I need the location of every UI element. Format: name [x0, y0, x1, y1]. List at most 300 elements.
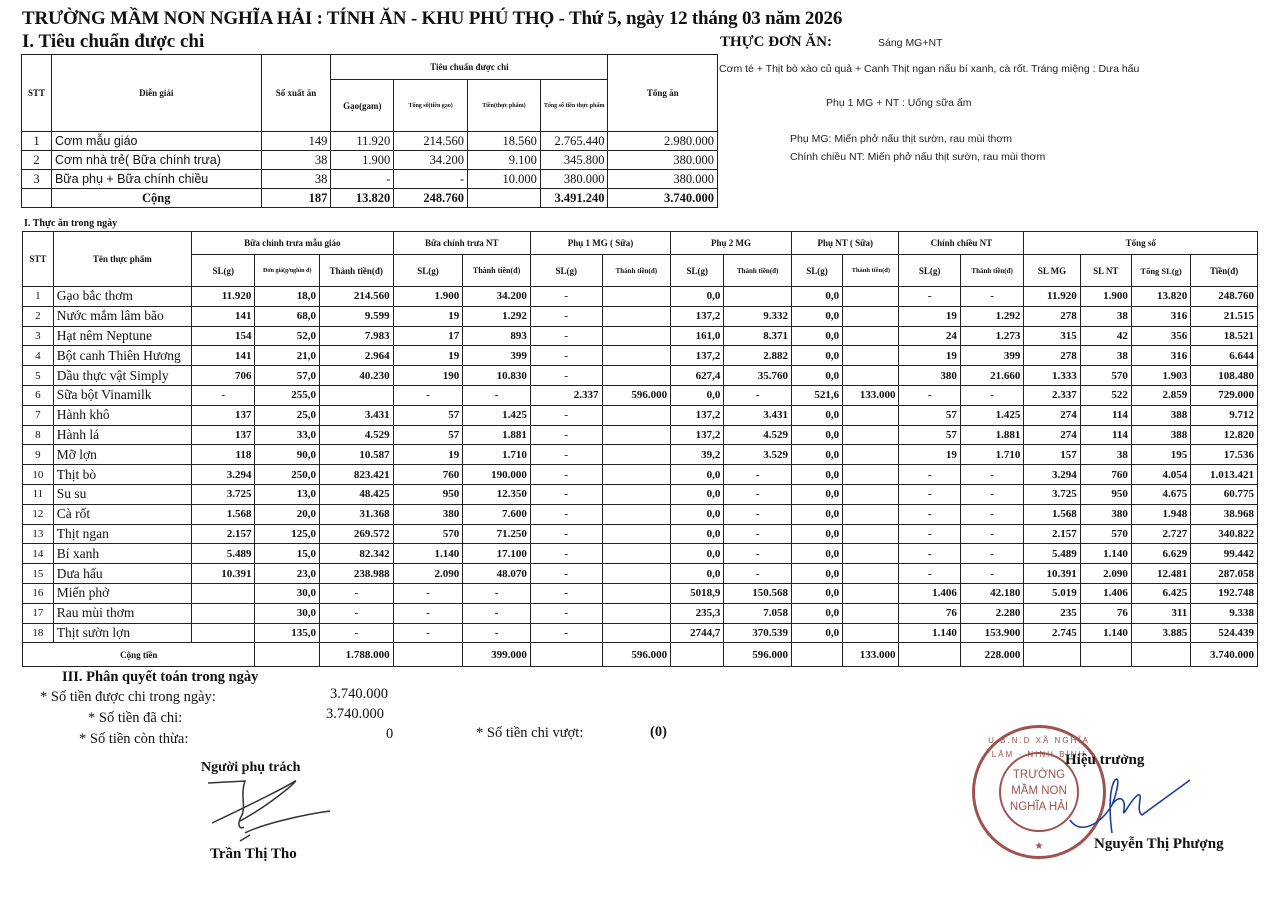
- table-cell-total-money: 729.000: [1191, 385, 1258, 405]
- table-cell-mg-unit-price: 135,0: [255, 623, 320, 643]
- table-cell-snack1-amount: [602, 405, 671, 425]
- table-cell-snack1-amount: [602, 445, 671, 465]
- table-cell-nt-sl: 570: [393, 524, 463, 544]
- table-cell-mg-sl: 3.725: [191, 484, 254, 504]
- table-cell-snack-nt-sl: 0,0: [791, 504, 842, 524]
- table-cell-name: Hạt nêm Neptune: [53, 326, 191, 346]
- table-cell-stt: 2: [23, 306, 54, 326]
- table-cell-mg-sl: 141: [191, 346, 254, 366]
- table-cell-nt-amount: 399: [463, 346, 531, 366]
- table-cell-nt-sl: 2.090: [393, 564, 463, 584]
- table-cell-snack2-sl: 0,0: [671, 544, 724, 564]
- standards-table: [21, 54, 718, 208]
- table-cell-stt: 15: [23, 564, 54, 584]
- table-cell-snack-nt-amount: [843, 346, 899, 366]
- table-cell-stt: 8: [23, 425, 54, 445]
- table-cell-mg-amount: 10.587: [319, 445, 393, 465]
- sum-total: 3.740.000: [1191, 643, 1258, 667]
- table-cell-dinner-amount: -: [960, 504, 1023, 524]
- table-cell-snack1-amount: 596.000: [602, 385, 671, 405]
- table-cell-mg-unit-price: 33,0: [255, 425, 320, 445]
- table-cell-mg-sl: 118: [191, 445, 254, 465]
- right-signature-icon: [1060, 765, 1200, 840]
- table-cell-mg-amount: 214.560: [319, 287, 393, 307]
- table-cell-total-sl: 311: [1131, 603, 1190, 623]
- table-cell-mg-unit-price: 57,0: [255, 366, 320, 386]
- table-cell-total-sl-nt: 114: [1080, 405, 1131, 425]
- header-sl: SL(g): [393, 255, 463, 287]
- header-sl: SL(g): [191, 255, 254, 287]
- table-cell-stt: 1: [22, 132, 52, 151]
- table-cell-mg-unit-price: 30,0: [255, 603, 320, 623]
- table-cell-mg-amount: [319, 385, 393, 405]
- table-cell-total-money: 524.439: [1191, 623, 1258, 643]
- sum-food-money: [468, 189, 541, 208]
- table-cell-nt-amount: -: [463, 603, 531, 623]
- sum-total: 3.740.000: [608, 189, 718, 208]
- table-cell-snack-nt-sl: 0,0: [791, 306, 842, 326]
- empty-cell: [671, 643, 724, 667]
- header-group-snack2-mg: Phụ 2 MG: [671, 232, 792, 255]
- table-cell-rice-g: -: [331, 170, 394, 189]
- table-cell-dinner-amount: -: [960, 287, 1023, 307]
- table-cell-dinner-amount: 42.180: [960, 583, 1023, 603]
- table-cell-snack-nt-sl: 0,0: [791, 465, 842, 485]
- table-cell-snack-nt-sl: 0,0: [791, 564, 842, 584]
- table-cell-desc: Cơm mẫu giáo: [51, 132, 261, 151]
- table-cell-nt-sl: 19: [393, 306, 463, 326]
- table-cell-mg-amount: 823.421: [319, 465, 393, 485]
- table-cell-snack2-amount: 8.371: [724, 326, 792, 346]
- table-cell-dinner-amount: -: [960, 564, 1023, 584]
- table-cell-mg-unit-price: 23,0: [255, 564, 320, 584]
- table-cell-mg-unit-price: 125,0: [255, 524, 320, 544]
- table-cell-total-sl-nt: 570: [1080, 366, 1131, 386]
- table-cell-snack1-sl: -: [530, 425, 602, 445]
- table-cell-snack2-sl: 0,0: [671, 504, 724, 524]
- table-cell-total-sl: 4.675: [1131, 484, 1190, 504]
- table-cell-dinner-amount: -: [960, 465, 1023, 485]
- header-group-total: Tổng số: [1024, 232, 1258, 255]
- table-cell-snack1-amount: [602, 287, 671, 307]
- table-cell-food-money: 10.000: [468, 170, 541, 189]
- table-cell-dinner-amount: 153.900: [960, 623, 1023, 643]
- remain-label: * Số tiền còn thừa:: [79, 731, 189, 747]
- table-cell-total-money: 6.644: [1191, 346, 1258, 366]
- table-cell-total-sl: 13.820: [1131, 287, 1190, 307]
- menu-line-2: Phụ 1 MG + NT : Uống sữa ấm: [826, 97, 972, 109]
- table-row: [23, 484, 1258, 504]
- table-cell-dinner-amount: 1.425: [960, 405, 1023, 425]
- sum-portions: 187: [261, 189, 331, 208]
- table-cell-mg-sl: [191, 583, 254, 603]
- table-row: [23, 425, 1258, 445]
- table-cell-total-sl-nt: 76: [1080, 603, 1131, 623]
- table-cell-snack2-amount: 370.539: [724, 623, 792, 643]
- table-cell-snack1-sl: -: [530, 623, 602, 643]
- table-cell-total-sl: 388: [1131, 425, 1190, 445]
- table-cell-stt: 12: [23, 504, 54, 524]
- table-cell-rice-money: -: [394, 170, 468, 189]
- header-amount: Thành tiền(đ): [843, 255, 899, 287]
- header-stt: STT: [23, 232, 54, 287]
- table-cell-mg-sl: 10.391: [191, 564, 254, 584]
- table-cell-nt-amount: 7.600: [463, 504, 531, 524]
- table-cell-stt: 13: [23, 524, 54, 544]
- table-cell-snack1-sl: -: [530, 445, 602, 465]
- table-cell-nt-sl: 19: [393, 346, 463, 366]
- table-cell-total-sl-mg: 274: [1024, 405, 1080, 425]
- table-cell-total-sl: 12.481: [1131, 564, 1190, 584]
- table-cell-snack2-sl: 137,2: [671, 306, 724, 326]
- table-cell-snack2-amount: 35.760: [724, 366, 792, 386]
- table-row: [22, 151, 718, 170]
- table-cell-snack2-sl: 0,0: [671, 287, 724, 307]
- table-cell-dinner-sl: -: [899, 385, 960, 405]
- table-cell-mg-sl: [191, 603, 254, 623]
- table-cell-nt-amount: 48.070: [463, 564, 531, 584]
- header-rice-money: Tổng số(tiền gạo): [394, 80, 468, 132]
- table-cell-nt-amount: 1.292: [463, 306, 531, 326]
- table-cell-total-sl-nt: 1.406: [1080, 583, 1131, 603]
- table-cell-dinner-sl: 57: [899, 425, 960, 445]
- table-cell-snack-nt-sl: 0,0: [791, 405, 842, 425]
- table-cell-name: Thịt sườn lợn: [53, 623, 191, 643]
- table-cell-snack2-sl: 627,4: [671, 366, 724, 386]
- table-cell-name: Bí xanh: [53, 544, 191, 564]
- section-2-heading: I. Thực ăn trong ngày: [24, 218, 118, 229]
- table-cell-snack1-amount: [602, 465, 671, 485]
- table-cell-nt-amount: -: [463, 385, 531, 405]
- empty-cell: [1080, 643, 1131, 667]
- sum-label: Cộng: [51, 189, 261, 208]
- table-cell-dinner-sl: 19: [899, 346, 960, 366]
- table-cell-total-sl: 6.629: [1131, 544, 1190, 564]
- table-cell-mg-amount: 9.599: [319, 306, 393, 326]
- table-cell-name: Hành lá: [53, 425, 191, 445]
- table-cell-snack2-sl: 137,2: [671, 346, 724, 366]
- table-cell-nt-amount: 17.100: [463, 544, 531, 564]
- table-cell-name: Nước mắm lâm bão: [53, 306, 191, 326]
- table-cell-name: Thịt bò: [53, 465, 191, 485]
- stamp-line-2: MẦM NON: [1011, 785, 1067, 797]
- table-cell-snack2-sl: 39,2: [671, 445, 724, 465]
- table-cell-snack2-amount: [724, 287, 792, 307]
- menu-line-4: Chính chiều NT: Miến phở nấu thịt sườn, rau mùi thơm: [790, 151, 1046, 163]
- table-cell-snack1-amount: [602, 524, 671, 544]
- sum-nt-lunch: 399.000: [463, 643, 531, 667]
- table-cell-total-money: 38.968: [1191, 504, 1258, 524]
- table-row: [23, 524, 1258, 544]
- table-cell-total-sl-nt: 38: [1080, 346, 1131, 366]
- table-cell-snack-nt-amount: [843, 425, 899, 445]
- header-sl: SL(g): [899, 255, 960, 287]
- table-cell-snack-nt-sl: 0,0: [791, 603, 842, 623]
- section-1-heading: I. Tiêu chuẩn được chi: [22, 31, 205, 52]
- stamp-ring-text: U.B.N.D XÃ NGHĨA LÂM · NINH BÌNH: [988, 736, 1090, 759]
- table-cell-rice-money: 34.200: [394, 151, 468, 170]
- table-cell-dinner-sl: 19: [899, 445, 960, 465]
- table-row: [22, 132, 718, 151]
- table-cell-name: Bột canh Thiên Hương: [53, 346, 191, 366]
- table-cell-nt-sl: 1.140: [393, 544, 463, 564]
- table-cell-snack2-sl: 137,2: [671, 405, 724, 425]
- empty-cell: [530, 643, 602, 667]
- table-cell-snack1-sl: -: [530, 465, 602, 485]
- table-cell-nt-amount: 1.710: [463, 445, 531, 465]
- table-cell-nt-sl: -: [393, 603, 463, 623]
- table-cell-snack-nt-amount: [843, 484, 899, 504]
- table-cell-mg-sl: 11.920: [191, 287, 254, 307]
- table-cell-nt-amount: 1.881: [463, 425, 531, 445]
- table-cell-snack-nt-sl: 0,0: [791, 484, 842, 504]
- table-cell-snack1-sl: -: [530, 583, 602, 603]
- table-cell-snack-nt-sl: 0,0: [791, 326, 842, 346]
- table-cell-total-sl: 3.885: [1131, 623, 1190, 643]
- table-cell-total-money: 9.712: [1191, 405, 1258, 425]
- table-cell-total-sl-mg: 1.568: [1024, 504, 1080, 524]
- table-row: [23, 564, 1258, 584]
- table-cell-nt-sl: -: [393, 623, 463, 643]
- table-cell-total-sl: 1.948: [1131, 504, 1190, 524]
- table-cell-mg-unit-price: 90,0: [255, 445, 320, 465]
- table-cell-mg-sl: 706: [191, 366, 254, 386]
- table-cell-snack2-amount: 9.332: [724, 306, 792, 326]
- table-cell-snack1-sl: -: [530, 544, 602, 564]
- table-cell-mg-unit-price: 52,0: [255, 326, 320, 346]
- menu-line-1: Cơm té + Thịt bò xào củ quả + Canh Thịt ngan nấu bí xanh, cà rốt. Tráng miệng : Dưa hấu: [719, 63, 1140, 75]
- table-cell-mg-unit-price: 25,0: [255, 405, 320, 425]
- table-cell-total-sl: 1.903: [1131, 366, 1190, 386]
- table-cell-nt-sl: 17: [393, 326, 463, 346]
- table-row: [23, 405, 1258, 425]
- table-row: [23, 583, 1258, 603]
- table-cell-mg-amount: -: [319, 603, 393, 623]
- header-total: Tổng ăn: [608, 55, 718, 132]
- table-cell-mg-sl: -: [191, 385, 254, 405]
- table-cell-snack1-sl: -: [530, 287, 602, 307]
- table-cell-mg-sl: 3.294: [191, 465, 254, 485]
- table-cell-snack1-sl: -: [530, 326, 602, 346]
- table-cell-nt-amount: 34.200: [463, 287, 531, 307]
- table-cell-mg-sl: 2.157: [191, 524, 254, 544]
- table-cell-total-sl-mg: 2.337: [1024, 385, 1080, 405]
- table-cell-snack1-amount: [602, 603, 671, 623]
- table-cell-snack1-sl: -: [530, 524, 602, 544]
- table-cell-food-total: 380.000: [540, 170, 608, 189]
- table-cell-snack1-sl: 2.337: [530, 385, 602, 405]
- table-cell-nt-amount: 71.250: [463, 524, 531, 544]
- table-cell-snack-nt-sl: 0,0: [791, 425, 842, 445]
- table-row: [23, 465, 1258, 485]
- header-amount: Thành tiền(đ): [463, 255, 531, 287]
- table-cell-snack-nt-sl: 0,0: [791, 583, 842, 603]
- header-food-money: Tiền(thực phẩm): [468, 80, 541, 132]
- table-cell-mg-amount: -: [319, 583, 393, 603]
- table-cell-snack-nt-sl: 0,0: [791, 287, 842, 307]
- table-cell-dinner-amount: 399: [960, 346, 1023, 366]
- table-cell-total-money: 12.820: [1191, 425, 1258, 445]
- table-cell-mg-unit-price: 15,0: [255, 544, 320, 564]
- empty-cell: [1024, 643, 1080, 667]
- table-cell-snack1-amount: [602, 346, 671, 366]
- over-value: (0): [650, 724, 667, 740]
- table-cell-snack1-amount: [602, 564, 671, 584]
- table-cell-name: Dầu thực vật Simply: [53, 366, 191, 386]
- table-cell-nt-sl: 380: [393, 504, 463, 524]
- left-signer-name: Trần Thị Tho: [210, 846, 297, 862]
- table-cell-snack-nt-amount: [843, 405, 899, 425]
- table-cell-portions: 38: [261, 151, 331, 170]
- table-cell-total-sl-nt: 380: [1080, 504, 1131, 524]
- table-cell-portions: 38: [261, 170, 331, 189]
- header-group-nt-lunch: Bữa chính trưa NT: [393, 232, 530, 255]
- table-cell-dinner-amount: -: [960, 484, 1023, 504]
- table-cell-total-sl-mg: 5.019: [1024, 583, 1080, 603]
- table-cell-snack2-amount: -: [724, 504, 792, 524]
- header-sl-mg: SL MG: [1024, 255, 1080, 287]
- header-sl-nt: SL NT: [1080, 255, 1131, 287]
- table-cell-name: Sữa bột Vinamilk: [53, 385, 191, 405]
- right-signer-title: Hiệu trưởng: [1065, 752, 1145, 768]
- table-cell-total-sl-mg: 5.489: [1024, 544, 1080, 564]
- empty-cell: [255, 643, 320, 667]
- table-cell-total-sl-mg: 3.725: [1024, 484, 1080, 504]
- table-cell-name: Miến phở: [53, 583, 191, 603]
- table-cell-mg-sl: 137: [191, 405, 254, 425]
- table-cell-total: 380.000: [608, 151, 718, 170]
- table-cell-dinner-sl: 1.406: [899, 583, 960, 603]
- table-cell-snack1-amount: [602, 504, 671, 524]
- table-cell-snack2-sl: 0,0: [671, 385, 724, 405]
- table-cell-food-total: 2.765.440: [540, 132, 608, 151]
- table-cell-total-money: 9.338: [1191, 603, 1258, 623]
- table-cell-stt: 4: [23, 346, 54, 366]
- header-portions: Số xuất ăn: [261, 55, 331, 132]
- table-cell-snack-nt-sl: 0,0: [791, 445, 842, 465]
- table-cell-nt-sl: 190: [393, 366, 463, 386]
- header-money: Tiền(đ): [1191, 255, 1258, 287]
- sum-snack1-mg: 596.000: [602, 643, 671, 667]
- table-cell-total-sl-mg: 278: [1024, 346, 1080, 366]
- menu-heading: THỰC ĐƠN ĂN:: [720, 34, 832, 50]
- header-amount: Thành tiền(đ): [724, 255, 792, 287]
- table-cell-stt: 10: [23, 465, 54, 485]
- table-cell-stt: 3: [22, 170, 52, 189]
- table-cell-total-sl-nt: 950: [1080, 484, 1131, 504]
- table-cell-nt-amount: 893: [463, 326, 531, 346]
- table-cell-nt-sl: -: [393, 385, 463, 405]
- table-row: [23, 445, 1258, 465]
- table-cell-total-sl: 4.054: [1131, 465, 1190, 485]
- empty-cell: [899, 643, 960, 667]
- table-cell-snack2-amount: -: [724, 524, 792, 544]
- table-cell-snack2-amount: 150.568: [724, 583, 792, 603]
- table-cell-mg-sl: 5.489: [191, 544, 254, 564]
- table-cell-snack-nt-amount: [843, 465, 899, 485]
- remain-value: 0: [386, 726, 394, 742]
- table-cell-dinner-sl: -: [899, 524, 960, 544]
- table-cell-total-sl-mg: 315: [1024, 326, 1080, 346]
- spent-label: * Số tiền đã chi:: [88, 710, 183, 726]
- table-cell-desc: Bữa phụ + Bữa chính chiều: [51, 170, 261, 189]
- right-signer-name: Nguyễn Thị Phượng: [1094, 836, 1224, 852]
- table-cell-mg-unit-price: 21,0: [255, 346, 320, 366]
- header-group-snack1-mg: Phụ 1 MG ( Sữa): [530, 232, 670, 255]
- table-cell-total-money: 1.013.421: [1191, 465, 1258, 485]
- table-cell-nt-sl: 19: [393, 445, 463, 465]
- table-cell-stt: 16: [23, 583, 54, 603]
- table-cell-nt-sl: 57: [393, 425, 463, 445]
- table-cell-mg-unit-price: 255,0: [255, 385, 320, 405]
- table-cell-dinner-sl: 57: [899, 405, 960, 425]
- table-cell-nt-sl: 57: [393, 405, 463, 425]
- table-cell-stt: 7: [23, 405, 54, 425]
- table-cell-snack2-sl: 235,3: [671, 603, 724, 623]
- header-amount: Thành tiền(đ): [319, 255, 393, 287]
- document-title: TRƯỜNG MẦM NON NGHĨA HẢI : TÍNH ĂN - KHU PHÚ THỌ - Thứ 5, ngày 12 tháng 03 năm 2026: [22, 8, 843, 29]
- table-cell-food-total: 345.800: [540, 151, 608, 170]
- table-cell-snack1-sl: -: [530, 504, 602, 524]
- table-cell-nt-amount: -: [463, 623, 531, 643]
- table-cell-mg-unit-price: 250,0: [255, 465, 320, 485]
- table-cell-total-sl-mg: 1.333: [1024, 366, 1080, 386]
- table-cell-total-sl: 2.859: [1131, 385, 1190, 405]
- table-cell-mg-amount: 238.988: [319, 564, 393, 584]
- table-cell-mg-amount: 2.964: [319, 346, 393, 366]
- table-cell-dinner-amount: -: [960, 544, 1023, 564]
- table-cell-mg-amount: 48.425: [319, 484, 393, 504]
- table-cell-total-sl-nt: 522: [1080, 385, 1131, 405]
- table-cell-stt: 1: [23, 287, 54, 307]
- header-stt: STT: [22, 55, 52, 132]
- table-row: [23, 385, 1258, 405]
- table-cell-stt: 18: [23, 623, 54, 643]
- table-cell-stt: 5: [23, 366, 54, 386]
- table-cell-dinner-sl: 24: [899, 326, 960, 346]
- table-cell-nt-amount: 190.000: [463, 465, 531, 485]
- table-cell-food-money: 9.100: [468, 151, 541, 170]
- sum-snack2-mg: 596.000: [724, 643, 792, 667]
- table-cell-name: Gạo bắc thơm: [53, 287, 191, 307]
- header-unit-price: Đơn giá(g/nghìn đ): [255, 255, 320, 287]
- table-cell-dinner-amount: 2.280: [960, 603, 1023, 623]
- table-cell-snack-nt-amount: [843, 306, 899, 326]
- table-cell-snack1-amount: [602, 366, 671, 386]
- table-cell-mg-sl: 137: [191, 425, 254, 445]
- table-cell-total: 380.000: [608, 170, 718, 189]
- table-cell-snack2-sl: 2744,7: [671, 623, 724, 643]
- table-cell-stt: 3: [23, 326, 54, 346]
- empty-cell: [791, 643, 842, 667]
- table-cell-dinner-amount: 1.710: [960, 445, 1023, 465]
- table-cell-nt-amount: -: [463, 583, 531, 603]
- table-cell-snack-nt-sl: 0,0: [791, 346, 842, 366]
- table-cell-snack1-sl: -: [530, 346, 602, 366]
- table-cell-name: Dưa hấu: [53, 564, 191, 584]
- table-row: [22, 170, 718, 189]
- table-cell-snack2-amount: 3.431: [724, 405, 792, 425]
- menu-subheading: Sáng MG+NT: [878, 37, 943, 49]
- table-cell-snack1-sl: -: [530, 484, 602, 504]
- table-cell-snack1-sl: -: [530, 306, 602, 326]
- sum-food-total: 3.491.240: [540, 189, 608, 208]
- table-cell-snack1-sl: -: [530, 366, 602, 386]
- sum-rice-money: 248.760: [394, 189, 468, 208]
- table-cell-dinner-amount: 1.881: [960, 425, 1023, 445]
- table-cell-snack-nt-amount: 133.000: [843, 385, 899, 405]
- table-cell-mg-unit-price: 13,0: [255, 484, 320, 504]
